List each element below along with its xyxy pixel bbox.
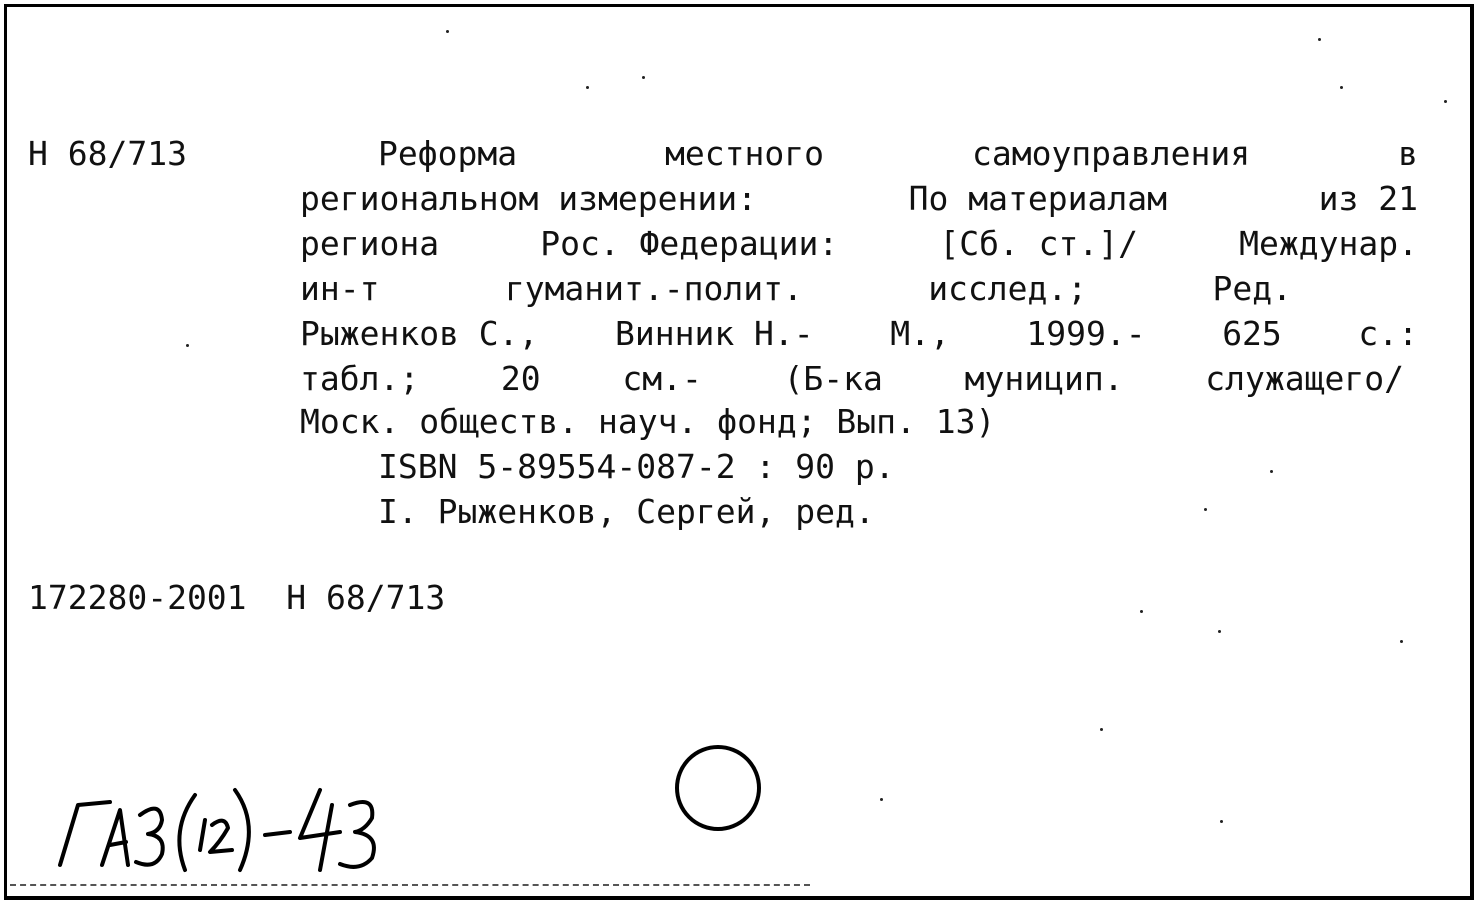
entry-word: 20 (500, 359, 541, 398)
added-entry: I. Рыженков, Сергей, ред. (378, 492, 875, 531)
entry-line-7: Моск. обществ. науч. фонд; Вып. 13) (300, 402, 996, 441)
bottom-rule (10, 884, 810, 886)
entry-word: Междунар. (1239, 224, 1418, 263)
entry-word: Рос. Федерации: (540, 224, 839, 263)
entry-word: из 21 (1318, 179, 1418, 218)
entry-word: Реформа (378, 134, 518, 173)
accession-number: 172280-2001 Н 68/713 (28, 578, 446, 617)
entry-word: региона (300, 224, 440, 263)
entry-word: ин-т (300, 269, 380, 308)
entry-word: Винник Н.- (614, 314, 814, 353)
entry-word: Ред. (1212, 269, 1292, 308)
entry-line-6 (300, 357, 1404, 401)
shelf-mark: Н 68/713 (28, 134, 187, 173)
entry-word: с.: (1358, 314, 1418, 353)
entry-word: гуманит.-полит. (504, 269, 803, 308)
entry-word: Рыженков С., (300, 314, 539, 353)
entry-word: служащего/ (1205, 359, 1404, 398)
entry-word: см.- (622, 359, 702, 398)
entry-word: М., (890, 314, 950, 353)
entry-line-5 (300, 312, 1418, 356)
entry-word: [Сб. ст.]/ (939, 224, 1139, 263)
entry-line-2 (300, 177, 1418, 221)
entry-word: 625 (1222, 314, 1282, 353)
entry-word: муницип. (964, 359, 1124, 398)
entry-word: местного (665, 134, 824, 173)
entry-word: региональном измерении: (300, 179, 757, 218)
entry-line-4 (300, 267, 1292, 311)
entry-word: 1999.- (1026, 314, 1146, 353)
entry-word: в (1398, 134, 1418, 173)
entry-word: табл.; (300, 359, 420, 398)
entry-word: По материалам (908, 179, 1167, 218)
entry-line-1 (378, 132, 1418, 176)
isbn-line: ISBN 5-89554-087-2 : 90 р. (378, 447, 895, 486)
handwritten-code (50, 770, 410, 880)
entry-word: (Б-ка (783, 359, 883, 398)
entry-word: исслед.; (928, 269, 1088, 308)
entry-word: самоуправления (971, 134, 1251, 173)
entry-line-3 (300, 222, 1418, 266)
stamp-circle (675, 745, 761, 831)
